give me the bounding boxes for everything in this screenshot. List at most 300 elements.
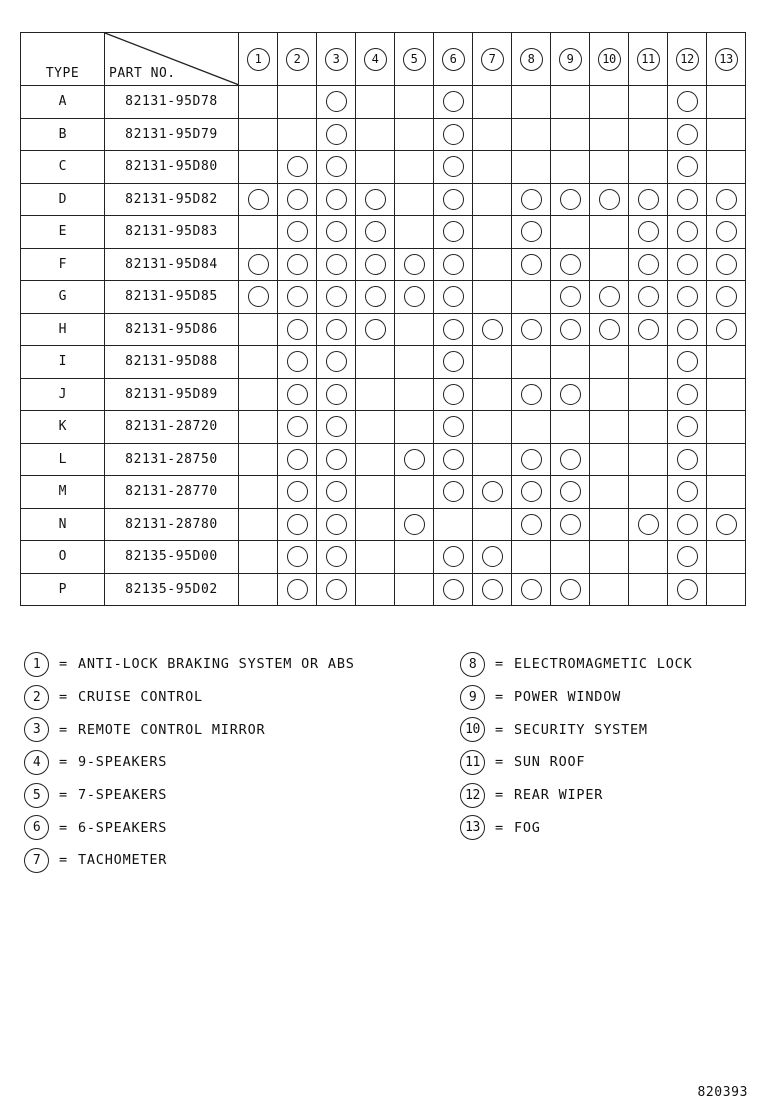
option-cell [239, 411, 278, 444]
option-cell [668, 281, 707, 314]
applicable-circle-mark [677, 416, 698, 437]
legend-item [460, 648, 693, 681]
option-cell [434, 541, 473, 574]
option-cell [473, 378, 512, 411]
option-cell [668, 216, 707, 249]
option-cell [278, 443, 317, 476]
option-cell [629, 378, 668, 411]
option-cell [356, 378, 395, 411]
applicable-circle-mark [287, 221, 308, 242]
applicable-circle-mark [677, 156, 698, 177]
option-cell [551, 183, 590, 216]
table-row [21, 411, 746, 444]
option-number-badge: 10 [598, 48, 621, 71]
option-cell [707, 118, 746, 151]
applicable-circle-mark [638, 189, 659, 210]
option-cell [590, 248, 629, 281]
option-cell [551, 411, 590, 444]
option-cell [356, 216, 395, 249]
applicable-circle-mark [560, 254, 581, 275]
option-cell [356, 573, 395, 606]
option-cell [551, 573, 590, 606]
option-number-badge: 7 [481, 48, 504, 71]
option-cell [395, 118, 434, 151]
applicable-circle-mark [443, 416, 464, 437]
part-number-cell: 82135-95D00 [105, 541, 239, 574]
option-cell [317, 248, 356, 281]
option-cell [707, 183, 746, 216]
option-cell [707, 476, 746, 509]
applicable-circle-mark [521, 189, 542, 210]
table-row [21, 378, 746, 411]
option-cell [590, 183, 629, 216]
applicable-circle-mark [326, 416, 347, 437]
option-cell [707, 541, 746, 574]
legend-text: SECURITY SYSTEM [513, 721, 648, 738]
option-cell [629, 248, 668, 281]
option-cell [551, 216, 590, 249]
applicable-circle-mark [560, 449, 581, 470]
option-cell [239, 378, 278, 411]
option-cell [317, 151, 356, 184]
option-cell [473, 476, 512, 509]
option-cell [590, 443, 629, 476]
option-cell [707, 573, 746, 606]
part-number-cell: 82131-95D86 [105, 313, 239, 346]
option-cell [512, 151, 551, 184]
option-cell [551, 118, 590, 151]
option-cell [239, 118, 278, 151]
legend-item [460, 746, 693, 779]
option-cell [356, 411, 395, 444]
option-cell [668, 86, 707, 119]
option-cell [395, 508, 434, 541]
option-cell [707, 151, 746, 184]
option-cell [356, 443, 395, 476]
legend-equals-sign: = [59, 656, 68, 673]
option-cell [356, 183, 395, 216]
option-cell [434, 183, 473, 216]
applicable-circle-mark [326, 254, 347, 275]
table-row [21, 248, 746, 281]
option-cell [629, 508, 668, 541]
option-cell [317, 508, 356, 541]
option-cell [278, 248, 317, 281]
legend-item [24, 779, 355, 812]
option-cell [239, 216, 278, 249]
option-column-header-4 [356, 33, 395, 86]
option-cell [551, 541, 590, 574]
table-row [21, 476, 746, 509]
applicable-circle-mark [560, 481, 581, 502]
part-number-cell: 82135-95D02 [105, 573, 239, 606]
part-number-cell: 82131-95D82 [105, 183, 239, 216]
option-cell [278, 118, 317, 151]
legend-text: 7-SPEAKERS [77, 787, 168, 804]
legend-item [460, 811, 693, 844]
option-column-header-9 [551, 33, 590, 86]
option-cell [551, 86, 590, 119]
option-cell [590, 411, 629, 444]
option-cell [551, 281, 590, 314]
option-cell [668, 313, 707, 346]
applicable-circle-mark [677, 481, 698, 502]
option-cell [278, 411, 317, 444]
applicable-circle-mark [443, 384, 464, 405]
parts-table [20, 32, 746, 606]
legend-item [24, 811, 355, 844]
applicable-circle-mark [248, 286, 269, 307]
legend-item [24, 746, 355, 779]
option-cell [317, 378, 356, 411]
applicable-circle-mark [560, 514, 581, 535]
option-cell [395, 411, 434, 444]
applicable-circle-mark [248, 254, 269, 275]
option-cell [473, 151, 512, 184]
option-cell [668, 346, 707, 379]
applicable-circle-mark [326, 286, 347, 307]
option-cell [668, 378, 707, 411]
applicable-circle-mark [287, 481, 308, 502]
table-row [21, 151, 746, 184]
option-cell [707, 411, 746, 444]
option-cell [668, 118, 707, 151]
option-cell [512, 378, 551, 411]
option-cell [668, 573, 707, 606]
legend-text: SUN ROOF [513, 754, 586, 771]
option-cell [239, 281, 278, 314]
option-cell [434, 118, 473, 151]
option-cell [395, 248, 434, 281]
type-column-header: TYPE [21, 33, 105, 86]
option-cell [395, 541, 434, 574]
table-body [21, 86, 746, 606]
option-cell [512, 346, 551, 379]
table-header-row [21, 33, 746, 86]
applicable-circle-mark [326, 481, 347, 502]
applicable-circle-mark [677, 189, 698, 210]
option-cell [434, 443, 473, 476]
option-cell [590, 216, 629, 249]
legend-item [24, 713, 355, 746]
option-cell [512, 541, 551, 574]
option-cell [395, 183, 434, 216]
applicable-circle-mark [677, 579, 698, 600]
part-no-label: PART NO. [109, 66, 176, 81]
option-cell [707, 508, 746, 541]
applicable-circle-mark [365, 286, 386, 307]
option-cell [512, 216, 551, 249]
applicable-circle-mark [287, 351, 308, 372]
option-cell [317, 313, 356, 346]
applicable-circle-mark [404, 514, 425, 535]
applicable-circle-mark [443, 156, 464, 177]
legend-equals-sign: = [495, 656, 504, 673]
applicable-circle-mark [521, 254, 542, 275]
applicable-circle-mark [521, 481, 542, 502]
option-cell [551, 151, 590, 184]
applicable-circle-mark [638, 319, 659, 340]
part-number-cell: 82131-95D83 [105, 216, 239, 249]
option-number-badge: 4 [364, 48, 387, 71]
option-cell [707, 216, 746, 249]
option-cell [317, 573, 356, 606]
applicable-circle-mark [677, 286, 698, 307]
type-cell: F [21, 248, 105, 281]
option-cell [590, 313, 629, 346]
option-cell [629, 313, 668, 346]
option-cell [356, 86, 395, 119]
legend-item [460, 681, 693, 714]
option-cell [590, 508, 629, 541]
option-cell [434, 313, 473, 346]
option-cell [590, 346, 629, 379]
part-number-cell: 82131-28770 [105, 476, 239, 509]
applicable-circle-mark [287, 514, 308, 535]
option-cell [434, 151, 473, 184]
applicable-circle-mark [326, 384, 347, 405]
option-cell [551, 378, 590, 411]
option-cell [239, 508, 278, 541]
option-cell [473, 346, 512, 379]
option-cell [512, 183, 551, 216]
applicable-circle-mark [677, 221, 698, 242]
table-row [21, 183, 746, 216]
option-cell [473, 216, 512, 249]
option-cell [434, 573, 473, 606]
legend-item [460, 713, 693, 746]
option-cell [473, 118, 512, 151]
applicable-circle-mark [443, 351, 464, 372]
applicable-circle-mark [560, 189, 581, 210]
part-number-cell: 82131-95D80 [105, 151, 239, 184]
table-row [21, 86, 746, 119]
type-cell: J [21, 378, 105, 411]
option-cell [239, 443, 278, 476]
applicable-circle-mark [287, 449, 308, 470]
table-row [21, 573, 746, 606]
option-cell [239, 183, 278, 216]
applicable-circle-mark [248, 189, 269, 210]
legend-number-badge: 11 [460, 750, 485, 775]
option-cell [278, 183, 317, 216]
option-cell [590, 378, 629, 411]
option-cell [668, 443, 707, 476]
option-cell [707, 443, 746, 476]
applicable-circle-mark [287, 546, 308, 567]
option-cell [317, 86, 356, 119]
option-cell [239, 313, 278, 346]
applicable-circle-mark [404, 254, 425, 275]
option-cell [434, 248, 473, 281]
option-cell [317, 476, 356, 509]
option-cell [317, 541, 356, 574]
option-cell [668, 248, 707, 281]
legend-number-badge: 12 [460, 783, 485, 808]
applicable-circle-mark [443, 579, 464, 600]
applicable-circle-mark [287, 286, 308, 307]
applicable-circle-mark [521, 319, 542, 340]
legend-text: 6-SPEAKERS [77, 819, 168, 836]
option-cell [551, 508, 590, 541]
applicable-circle-mark [521, 221, 542, 242]
applicable-circle-mark [560, 384, 581, 405]
applicable-circle-mark [716, 254, 737, 275]
option-column-header-5 [395, 33, 434, 86]
option-cell [473, 281, 512, 314]
option-cell [395, 151, 434, 184]
applicable-circle-mark [443, 91, 464, 112]
legend-text: FOG [513, 819, 541, 836]
type-cell: L [21, 443, 105, 476]
applicable-circle-mark [404, 449, 425, 470]
applicable-circle-mark [599, 286, 620, 307]
type-cell: N [21, 508, 105, 541]
option-number-badge: 9 [559, 48, 582, 71]
option-cell [278, 508, 317, 541]
option-cell [278, 346, 317, 379]
option-cell [395, 281, 434, 314]
option-cell [278, 281, 317, 314]
option-cell [629, 346, 668, 379]
applicable-circle-mark [677, 124, 698, 145]
option-cell [473, 573, 512, 606]
option-number-badge: 2 [286, 48, 309, 71]
applicable-circle-mark [326, 189, 347, 210]
applicable-circle-mark [443, 319, 464, 340]
option-cell [473, 183, 512, 216]
part-number-cell: 82131-28750 [105, 443, 239, 476]
option-cell [239, 476, 278, 509]
option-cell [356, 118, 395, 151]
option-cell [707, 248, 746, 281]
option-column-header-6 [434, 33, 473, 86]
table-row [21, 281, 746, 314]
option-cell [356, 508, 395, 541]
legend-text: POWER WINDOW [513, 689, 622, 706]
legend-equals-sign: = [495, 819, 504, 836]
part-number-cell: 82131-95D89 [105, 378, 239, 411]
option-cell [707, 86, 746, 119]
type-cell: E [21, 216, 105, 249]
type-cell: B [21, 118, 105, 151]
part-number-cell: 82131-28720 [105, 411, 239, 444]
option-cell [512, 313, 551, 346]
applicable-circle-mark [521, 514, 542, 535]
option-cell [395, 86, 434, 119]
part-number-cell: 82131-95D85 [105, 281, 239, 314]
legend-equals-sign: = [495, 754, 504, 771]
option-cell [668, 411, 707, 444]
applicable-circle-mark [638, 514, 659, 535]
part-number-cell: 82131-95D84 [105, 248, 239, 281]
option-cell [590, 476, 629, 509]
type-cell: D [21, 183, 105, 216]
option-column-header-3 [317, 33, 356, 86]
applicable-circle-mark [365, 319, 386, 340]
applicable-circle-mark [443, 449, 464, 470]
applicable-circle-mark [287, 189, 308, 210]
legend-number-badge: 10 [460, 717, 485, 742]
applicable-circle-mark [482, 546, 503, 567]
legend-equals-sign: = [59, 819, 68, 836]
legend-equals-sign: = [495, 787, 504, 804]
option-cell [434, 411, 473, 444]
option-cell [239, 86, 278, 119]
option-number-badge: 5 [403, 48, 426, 71]
option-cell [434, 346, 473, 379]
applicable-circle-mark [287, 416, 308, 437]
type-cell: K [21, 411, 105, 444]
legend-left-column [24, 648, 355, 877]
option-cell [707, 281, 746, 314]
legend-equals-sign: = [59, 787, 68, 804]
option-cell [395, 216, 434, 249]
applicable-circle-mark [677, 254, 698, 275]
applicable-circle-mark [677, 449, 698, 470]
option-cell [317, 443, 356, 476]
option-cell [551, 443, 590, 476]
option-column-header-2 [278, 33, 317, 86]
option-column-header-13 [707, 33, 746, 86]
applicable-circle-mark [287, 579, 308, 600]
option-cell [278, 476, 317, 509]
type-cell: C [21, 151, 105, 184]
legend-number-badge: 7 [24, 848, 49, 873]
applicable-circle-mark [677, 514, 698, 535]
option-cell [473, 86, 512, 119]
table-row [21, 508, 746, 541]
option-cell [707, 378, 746, 411]
option-cell [239, 151, 278, 184]
option-cell [395, 476, 434, 509]
applicable-circle-mark [677, 319, 698, 340]
part-number-cell: 82131-95D88 [105, 346, 239, 379]
legend-number-badge: 9 [460, 685, 485, 710]
option-cell [356, 313, 395, 346]
legend-number-badge: 2 [24, 685, 49, 710]
option-cell [317, 183, 356, 216]
legend-equals-sign: = [495, 721, 504, 738]
option-cell [395, 443, 434, 476]
applicable-circle-mark [638, 221, 659, 242]
option-number-badge: 6 [442, 48, 465, 71]
legend-item [460, 779, 693, 812]
applicable-circle-mark [677, 351, 698, 372]
option-cell [317, 411, 356, 444]
option-cell [629, 216, 668, 249]
option-cell [590, 281, 629, 314]
option-cell [278, 151, 317, 184]
option-cell [278, 86, 317, 119]
option-cell [629, 573, 668, 606]
option-cell [629, 281, 668, 314]
table-row [21, 313, 746, 346]
applicable-circle-mark [365, 221, 386, 242]
option-cell [512, 118, 551, 151]
option-cell [629, 411, 668, 444]
option-cell [551, 248, 590, 281]
option-cell [317, 118, 356, 151]
option-cell [629, 118, 668, 151]
option-cell [512, 411, 551, 444]
applicable-circle-mark [443, 221, 464, 242]
option-cell [317, 216, 356, 249]
option-number-badge: 13 [715, 48, 738, 71]
legend-text: ELECTROMAGMETIC LOCK [513, 656, 693, 673]
option-cell [278, 313, 317, 346]
legend-text: REMOTE CONTROL MIRROR [77, 721, 266, 738]
